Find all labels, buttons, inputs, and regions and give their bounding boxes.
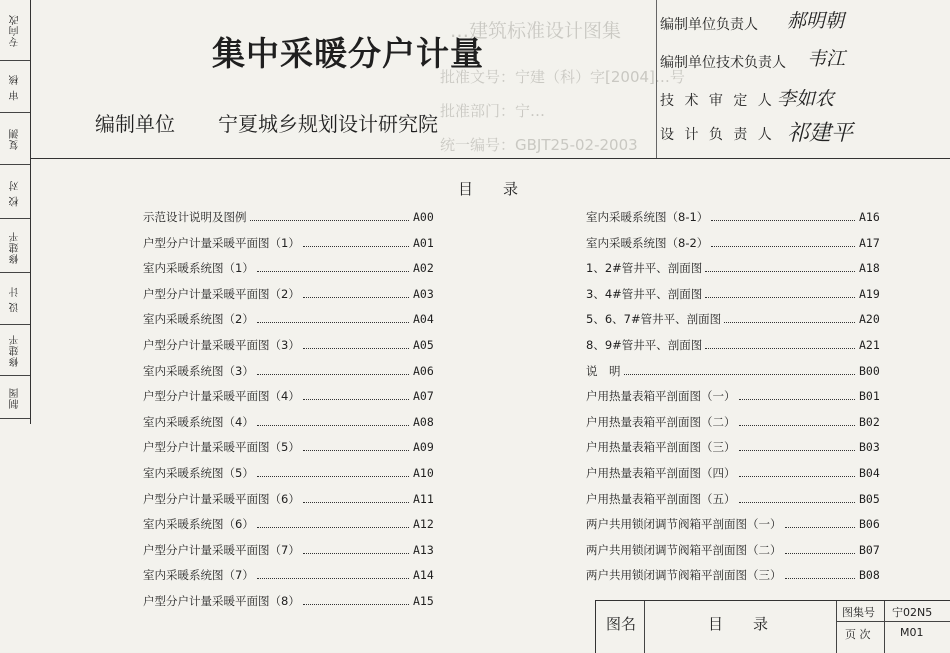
toc-leader	[250, 220, 409, 221]
toc-code: A03	[413, 286, 434, 301]
margin-strip-cell	[0, 0, 30, 61]
toc-label: 室内采暖系统图（2）	[143, 312, 254, 327]
divider	[644, 601, 645, 653]
resp-row	[660, 124, 775, 144]
toc-code: A06	[413, 363, 434, 378]
divider	[836, 601, 837, 653]
toc-leader	[705, 348, 855, 349]
toc-label: 3、4#管井平、剖面图	[586, 286, 703, 301]
toc-label: 两户共用锁闭调节阀箱平剖面图（二）	[586, 542, 782, 557]
margin-strip-cell	[0, 62, 30, 113]
toc-label: 室内采暖系统图（3）	[143, 363, 254, 378]
toc-row	[586, 337, 889, 353]
title-block-page-label: 页 次	[845, 628, 871, 641]
toc-row	[143, 311, 443, 327]
toc-title: 目 录	[458, 180, 519, 198]
toc-label: 室内采暖系统图（1）	[143, 261, 254, 276]
divider	[884, 601, 885, 653]
toc-code: A08	[413, 414, 434, 429]
toc-row	[586, 516, 889, 532]
toc-label: 室内采暖系统图（7）	[143, 568, 254, 583]
title-block-name-value: 目 录	[708, 615, 769, 633]
toc-leader	[303, 297, 409, 298]
toc-leader	[724, 322, 855, 323]
toc-leader	[739, 476, 855, 477]
toc-leader	[739, 450, 855, 451]
signature: 郝明朝	[787, 10, 845, 32]
toc-label: 户用热量表箱平剖面图（一）	[586, 389, 736, 404]
org-name: 宁夏城乡规划设计研究院	[218, 112, 438, 136]
toc-leader	[257, 425, 409, 426]
margin-strip-label: 制图	[9, 387, 21, 409]
title-block-name-label: 图名	[606, 615, 637, 633]
resp-role: 编制单位负责人	[660, 17, 758, 33]
toc-leader	[624, 374, 855, 375]
signature: 祁建平	[787, 121, 854, 146]
toc-row	[586, 567, 889, 583]
header-divider	[30, 158, 950, 159]
toc-code: A07	[413, 389, 434, 404]
toc-row	[586, 465, 889, 481]
toc-row	[586, 286, 889, 302]
toc-code: A19	[859, 286, 880, 301]
toc-row	[143, 260, 443, 276]
margin-strip-label: 修建平	[9, 333, 21, 367]
margin-strip	[0, 0, 31, 424]
toc-leader	[785, 553, 855, 554]
toc-row	[143, 516, 443, 532]
margin-strip-label: 设 计	[9, 285, 21, 313]
toc-row	[586, 542, 889, 558]
toc-leader	[303, 553, 409, 554]
toc-code: A04	[413, 312, 434, 327]
toc-row	[586, 311, 889, 327]
resp-row	[660, 14, 758, 34]
toc-leader	[705, 297, 855, 298]
toc-row	[143, 567, 443, 583]
page-title: 集中采暖分户计量	[212, 34, 484, 73]
toc-code: A10	[413, 466, 434, 480]
toc-row	[586, 491, 889, 507]
toc-leader	[303, 246, 409, 247]
toc-code: A05	[413, 338, 434, 352]
title-block-atlas-label: 图集号	[842, 606, 875, 619]
toc-label: 两户共用锁闭调节阀箱平剖面图（三）	[586, 568, 782, 583]
toc-label: 户型分户计量采暖平面图（3）	[143, 338, 300, 352]
toc-code: A15	[413, 594, 434, 608]
toc-code: A01	[413, 235, 434, 250]
toc-label: 户用热量表箱平剖面图（二）	[586, 414, 736, 429]
toc-label: 户型分户计量采暖平面图（8）	[143, 594, 300, 608]
toc-leader	[257, 322, 409, 323]
toc-label: 两户共用锁闭调节阀箱平剖面图（一）	[586, 517, 782, 532]
toc-row	[586, 439, 889, 455]
toc-code: B07	[859, 542, 880, 557]
toc-label: 室内采暖系统图（6）	[143, 517, 254, 532]
toc-row	[143, 414, 443, 430]
responsibility-block	[656, 0, 950, 158]
toc-code: A21	[859, 338, 880, 352]
toc-row	[586, 363, 889, 379]
toc-leader	[739, 399, 855, 400]
toc-row	[143, 235, 443, 251]
toc-label: 室内采暖系统图（8-2）	[586, 235, 709, 250]
resp-row	[660, 52, 786, 72]
ghost-atlas-title: …建筑标准设计图集	[450, 20, 622, 42]
toc-label: 户型分户计量采暖平面图（2）	[143, 286, 300, 301]
toc-code: A11	[413, 491, 434, 506]
toc-code: B08	[859, 568, 880, 583]
toc-leader	[739, 425, 855, 426]
toc-code: A20	[859, 312, 880, 327]
toc-label: 室内采暖系统图（5）	[143, 466, 254, 480]
toc-row	[143, 439, 443, 455]
toc-label: 1、2#管井平、剖面图	[586, 261, 703, 276]
toc-label: 室内采暖系统图（8-1）	[586, 210, 709, 224]
toc-code: B05	[859, 491, 880, 506]
toc-code: B01	[859, 389, 880, 404]
toc-label: 说 明	[586, 363, 621, 378]
toc-code: A18	[859, 261, 880, 276]
margin-strip-label: 审 核	[9, 73, 21, 101]
toc-row	[143, 593, 443, 609]
resp-role: 编制单位技术负责人	[660, 55, 786, 71]
toc-leader	[257, 271, 409, 272]
signature: 韦江	[807, 48, 846, 70]
toc-label: 5、6、7#管井平、剖面图	[586, 312, 722, 327]
toc-code: A02	[413, 261, 434, 276]
title-block	[595, 600, 950, 653]
toc-code: A00	[413, 210, 434, 224]
toc-label: 示范设计说明及图例	[143, 210, 247, 224]
toc-label: 户型分户计量采暖平面图（6）	[143, 491, 300, 506]
toc-label: 8、9#管井平、剖面图	[586, 338, 703, 352]
toc-label: 户型分户计量采暖平面图（1）	[143, 235, 300, 250]
toc-leader	[711, 220, 855, 221]
toc-code: A09	[413, 440, 434, 455]
toc-code: B06	[859, 517, 880, 532]
margin-strip-cell	[0, 378, 30, 419]
toc-leader	[257, 476, 409, 477]
toc-leader	[303, 348, 409, 349]
toc-code: B00	[859, 363, 880, 378]
toc-row	[586, 235, 889, 251]
toc-row	[143, 286, 443, 302]
toc-label: 户型分户计量采暖平面图（5）	[143, 440, 300, 455]
toc-label: 户用热量表箱平剖面图（五）	[586, 491, 736, 506]
toc-row	[586, 209, 889, 225]
toc-leader	[303, 502, 409, 503]
ghost-approval-no: 批准文号：宁建（科）字[2004]…号	[440, 68, 685, 86]
toc-leader	[257, 527, 409, 528]
toc-code: A13	[413, 542, 434, 557]
toc-leader	[705, 271, 855, 272]
margin-strip-cell	[0, 274, 30, 325]
toc-row	[586, 260, 889, 276]
toc-label: 户型分户计量采暖平面图（7）	[143, 542, 300, 557]
toc-leader	[303, 604, 409, 605]
margin-strip-label: 校 对	[9, 179, 21, 207]
toc-row	[143, 209, 443, 225]
toc-row	[143, 542, 443, 558]
toc-leader	[303, 399, 409, 400]
toc-code: A12	[413, 517, 434, 532]
toc-row	[143, 363, 443, 379]
resp-role: 技 术 审 定 人	[660, 93, 775, 109]
margin-strip-cell	[0, 325, 30, 376]
toc-label: 户用热量表箱平剖面图（三）	[586, 440, 736, 455]
toc-row	[586, 414, 889, 430]
toc-leader	[257, 374, 409, 375]
ghost-unified-no: 统一编号：GBJT25-02-2003	[440, 136, 638, 154]
toc-code: B04	[859, 466, 880, 480]
resp-row	[660, 90, 775, 110]
ghost-approval-dept: 批准部门：宁…	[440, 102, 546, 120]
toc-label: 户用热量表箱平剖面图（四）	[586, 466, 736, 480]
margin-strip-label: 复测	[9, 128, 21, 150]
toc-leader	[785, 578, 855, 579]
margin-strip-label: 专向改	[9, 13, 21, 47]
title-block-atlas-value: 宁02N5	[892, 606, 933, 619]
toc-label: 户型分户计量采暖平面图（4）	[143, 389, 300, 404]
margin-strip-cell	[0, 114, 30, 165]
toc-leader	[785, 527, 855, 528]
margin-strip-label: 修建平	[9, 230, 21, 264]
toc-code: A14	[413, 568, 434, 583]
toc-row	[143, 465, 443, 481]
toc-code: A17	[859, 235, 880, 250]
toc-leader	[303, 450, 409, 451]
toc-row	[143, 388, 443, 404]
resp-role: 设 计 负 责 人	[660, 127, 775, 143]
toc-row	[586, 388, 889, 404]
toc-leader	[711, 246, 855, 247]
toc-label: 室内采暖系统图（4）	[143, 414, 254, 429]
toc-leader	[739, 502, 855, 503]
title-block-page-value: M01	[900, 626, 924, 639]
toc-row	[143, 337, 443, 353]
toc-row	[143, 491, 443, 507]
divider	[836, 621, 950, 622]
toc-code: B03	[859, 440, 880, 455]
margin-strip-cell	[0, 222, 30, 273]
toc-code: B02	[859, 414, 880, 429]
org-label: 编制单位	[95, 112, 175, 136]
toc-code: A16	[859, 210, 880, 224]
signature: 李如农	[777, 88, 835, 110]
margin-strip-cell	[0, 168, 30, 219]
toc-leader	[257, 578, 409, 579]
